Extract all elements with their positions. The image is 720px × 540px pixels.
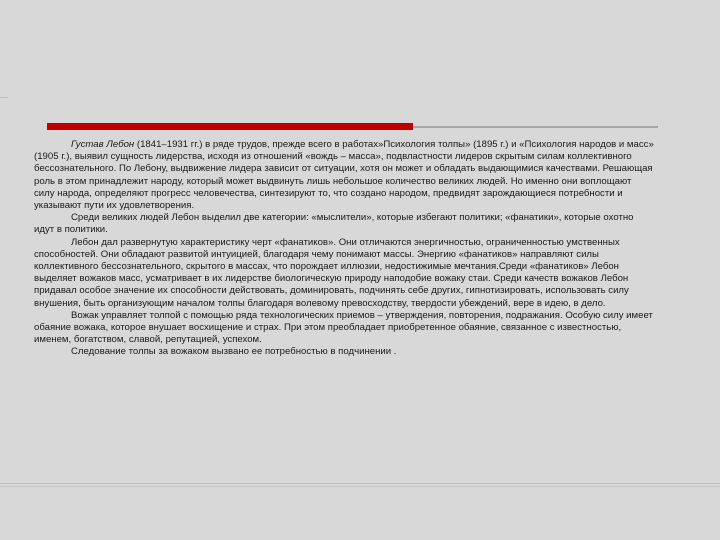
accent-bar-gray bbox=[413, 126, 658, 128]
slide-body-text bbox=[34, 139, 654, 359]
bottom-divider bbox=[0, 483, 720, 484]
author-name: Густав Лебон bbox=[71, 139, 135, 150]
paragraph-4: Вожак управляет толпой с помощью ряда технологических приемов – утверждения, повторения, подражания. Особую силу имеет обаяние вожака, которое внушает восхищение и страх. При этом преобладает приобретенное обаяние, связанное с известностью, именем, богатством, славой, репутацией, успехом. bbox=[34, 309, 653, 346]
bottom-divider-secondary bbox=[0, 486, 720, 487]
paragraph-1-text: (1841–1931 гг.) в ряде трудов, прежде всего в работах»Психология толпы» (1895 г.) и «Психология народов и масс» (1905 г.), выявил сущность лидерства, исходя из отношений «вождь – масса», подвластности лидеров скрытым силам коллективного бессознательного. По Лебону, выдвижение лидера зависит от ситуации, хотя он может и обладать выдающимися качествами. Решающая роль в этом принадлежит народу, который может выдвинуть лишь небольшое количество великих людей. Но именно они воплощают силу народа, определяют прогресс человечества, синтезируют то, что создано народом, предвидят зарождающиеся потребности и указывают пути их удовлетворения. bbox=[34, 139, 654, 212]
accent-bar-red bbox=[47, 123, 413, 130]
paragraph-2: Среди великих людей Лебон выделил две категории: «мыслители», которые избегают политики; «фанатики», которые охотно идут в политики. bbox=[34, 212, 634, 236]
paragraph-1 bbox=[34, 139, 654, 212]
paragraph-3: Лебон дал развернутую характеристику черт «фанатиков». Они отличаются энергичностью, ограниченностью умственных способностей. Они обладают развитой интуицией, благодаря чему понимают массы. Энергию «фанатиков» направляют силы коллективного бессознательного, скрытого в массах, что порождает иллюзии, недостижимые мечтания.Среди «фанатиков» Лебон выделяет вожаков масс, усматривает в их лидерстве биологическую природу наподобие вожаку стаи. Среди качеств вожаков Лебон придавал особое значение их способности действовать, доминировать, подчинять себе других, гипнотизировать, использовать силу внушения, быть организующим началом толпы благодаря волевому превосходству, твердости убеждений, вере в идею, в дело. bbox=[34, 236, 629, 309]
frame-line bbox=[0, 97, 8, 98]
paragraph-5: Следование толпы за вожаком вызвано ее потребностью в подчинении . bbox=[71, 346, 397, 358]
